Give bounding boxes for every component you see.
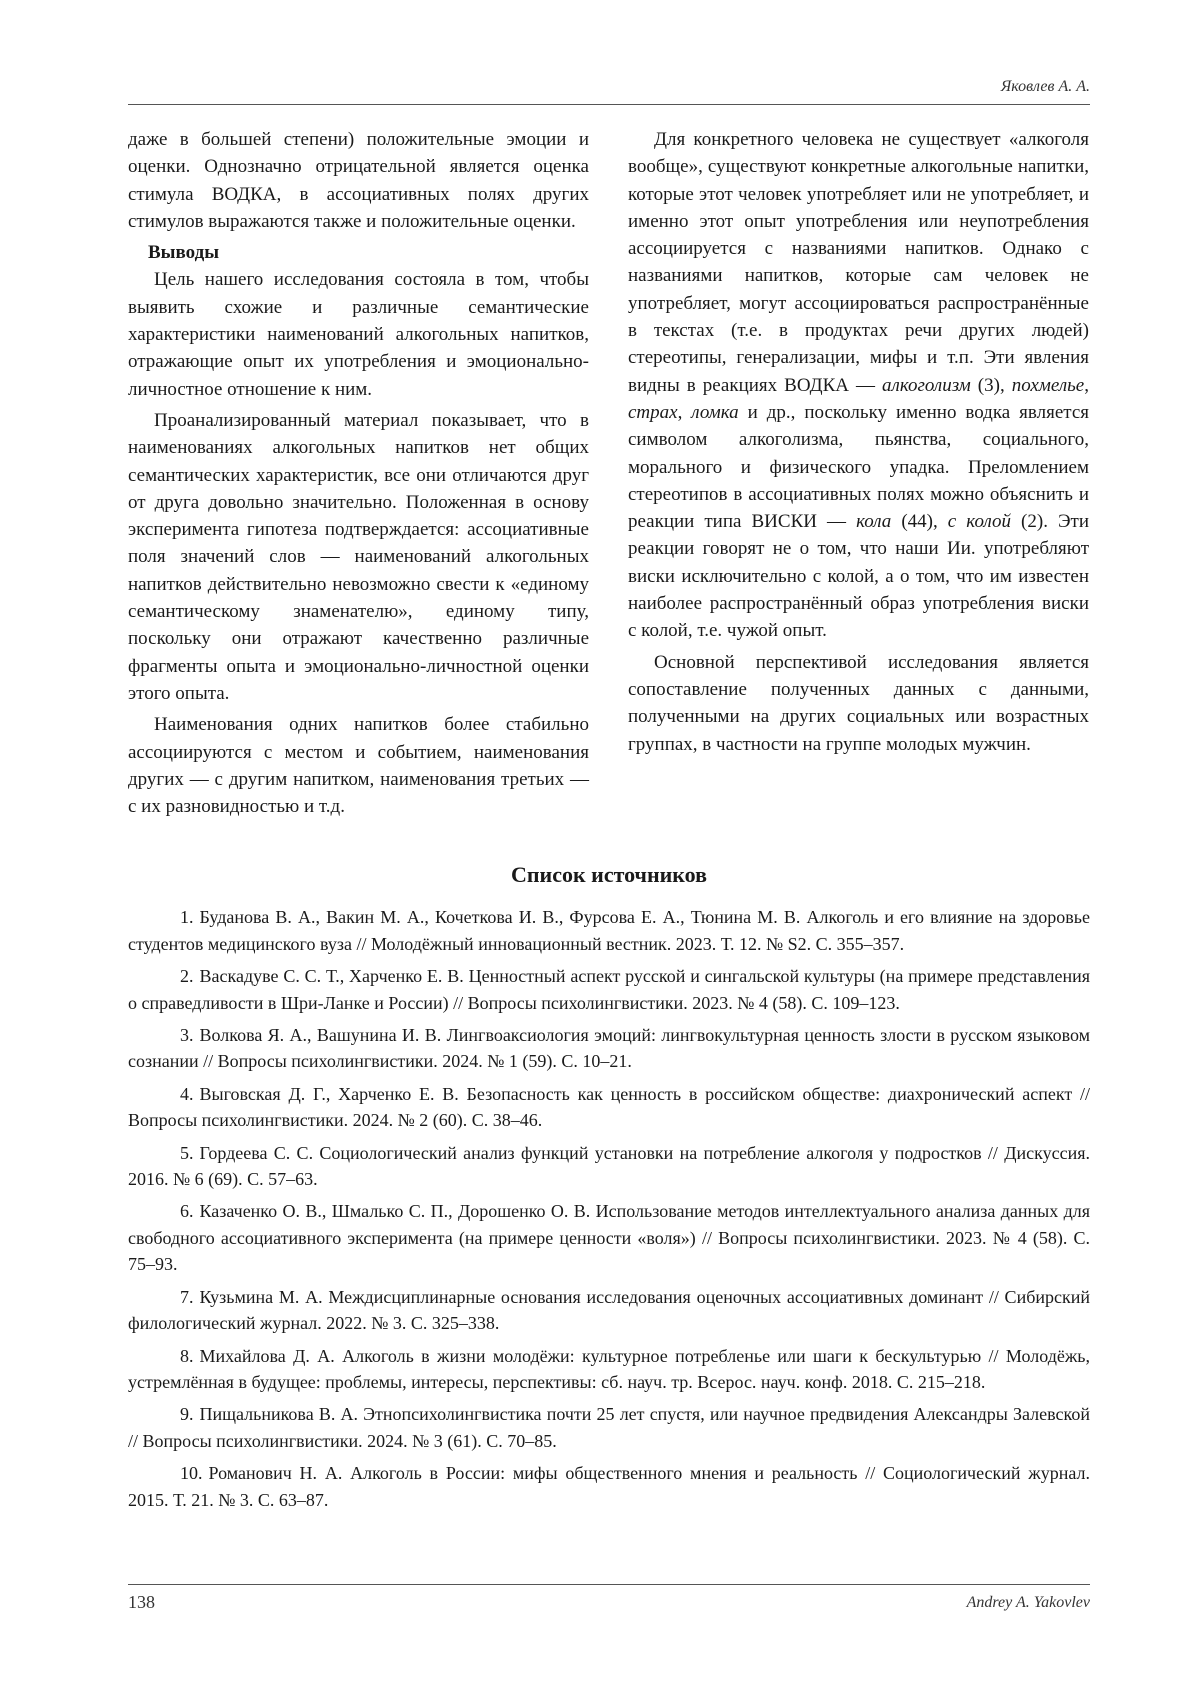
italic-term: страх [628,401,678,423]
reference-item: 4. Выговская Д. Г., Харченко Е. В. Безопасность как ценность в российском обществе: диахронический аспект // Вопросы психолингвистики. 2024. № 2 (60). С. 38–46. [128,1083,1090,1131]
italic-term: ломка [691,401,739,423]
paragraph: даже в большей степени) положительные эмоции и оценки. Однозначно отрицательной является оценка стимула ВОДКА, в ассоциативных полях других стимулов выражаются также и положительные оценки. [128,129,589,232]
italic-term: похмелье [1011,374,1085,396]
left-column [128,126,589,824]
section-heading-conclusions: Выводы [148,242,220,264]
references-title: Список источников [510,862,708,887]
references-section [128,862,1090,1519]
paragraph: Основной перспективой исследования является сопоставление полученных данных с данными, полученными на других социальных или возрастных группах, в частности на группе молодых мужчин. [628,651,1089,755]
reference-item: 9. Пищальникова В. А. Этнопсихолингвистика почти 25 лет спустя, или научное предвидения Александры Залевской // Вопросы психолингвистики. 2024. № 3 (61). С. 70–85. [128,1404,1090,1451]
reference-item: 2. Васкадуве С. С. Т., Харченко Е. В. Ценностный аспект русской и сингальской культуры (на примере представления о справедливости в Шри-Ланке и России) // Вопросы психолингвистики. 2023. № 4 (58). С. 109–123. [128,966,1090,1013]
reference-item: 3. Волкова Я. А., Вашунина И. В. Лингвоаксиология эмоций: лингвокультурная ценность злости в русском языковом сознании // Вопросы психолингвистики. 2024. № 1 (59). С. 10–21. [128,1025,1090,1072]
right-column [628,126,1089,762]
italic-term: кола [856,511,892,533]
running-footer-author: Andrey A. Yakovlev [966,1594,1090,1611]
reference-item: 6. Казаченко О. В., Шмалько С. П., Дорошенко О. В. Использование методов интеллектуального анализа данных для свободного ассоциативного эксперимента (на примере ценности «воля») // Вопросы психолингвистики. 2023. № 4 (58). С. 75–93. [128,1201,1090,1275]
paragraph: Цель нашего исследования состояла в том, чтобы выявить схожие и различные семантические характеристики наименований алкогольных напитков, отражающие опыт их употребления и эмоционально-личностное отношение к ним. [128,269,589,400]
paragraph: Проанализированный материал показывает, что в наименованиях алкогольных напитков нет общих семантических характеристик, все они отличаются друг от друга довольно значительно. Положенная в основу эксперимента гипотеза подтверждается: ассоциативные поля значений слов — наименований алкогольных напитков действительно невозможно свести к «единому семантическому знаменателю», единому типу, поскольку они отражают качественно различные фрагменты опыта и эмоционально-личностной оценки этого опыта. [128,409,589,704]
reference-item: 1. Буданова В. А., Вакин М. А., Кочеткова И. В., Фурсова Е. А., Тюнина М. В. Алкоголь и его влияние на здоровье студентов медицинского вуза // Молодёжный инновационный вестник. 2023. Т. 12. № S2. С. 355–357. [128,907,1090,954]
reference-item: 10. Романович Н. А. Алкоголь в России: мифы общественного мнения и реальность // Социологический журнал. 2015. Т. 21. № 3. С. 63–87. [128,1463,1090,1510]
references-list [128,904,1090,1513]
italic-term: с колой [947,511,1011,533]
page-number: 138 [128,1592,155,1612]
reference-item: 7. Кузьмина М. А. Междисциплинарные основания исследования оценочных ассоциативных доминант // Сибирский филологический журнал. 2022. № 3. С. 325–338. [128,1286,1090,1334]
paragraph: Для конкретного человека не существует «алкоголя вообще», существуют конкретные алкогольные напитки, которые этот человек употребляет или не употребляет, и именно этот опыт употребления или неупотребления ассоциируется с названиями напитков. Однако с названиями напитков, которые сам человек не употребляет, могут ассоциироваться распространённые в текстах (т.е. в продуктах речи других людей) стереотипы, генерализации, мифы и т.п. Эти явления видны в реакциях ВОДКА — алкоголизм (3), похмелье, страх, ломка и др., поскольку именно водка является символом алкоголизма, пьянства, социального, морального и физического упадка. Преломлением стереотипов в ассоциативных полях можно объяснить и реакции типа ВИСКИ — кола (44), с колой (2). Эти реакции говорят не о том, что наши Ии. употребляют виски исключительно с колой, а о том, что им известен наиболее распространённый образ употребления виски с колой, т.е. чужой опыт. [628,129,1090,642]
running-header-author: Яковлев А. А. [1000,78,1090,95]
running-header [128,72,1090,105]
reference-item: 8. Михайлова Д. А. Алкоголь в жизни молодёжи: культурное потребленье или шаги к бескультурью // Молодёжь, устремлённая в будущее: проблемы, интересы, перспективы: сб. науч. тр. Всерос. науч. конф. 2018. С. 215–218. [128,1345,1090,1392]
paragraph: Наименования одних напитков более стабильно ассоциируются с местом и событием, наименования других — с другим напитком, наименования третьих — с их разновидностью и т.д. [128,714,589,818]
italic-term: алкоголизм [882,374,971,396]
running-footer [128,1584,1090,1617]
reference-item: 5. Гордеева С. С. Социологический анализ функций установки на потребление алкоголя у подростков // Дискуссия. 2016. № 6 (69). С. 57–63. [128,1142,1090,1190]
